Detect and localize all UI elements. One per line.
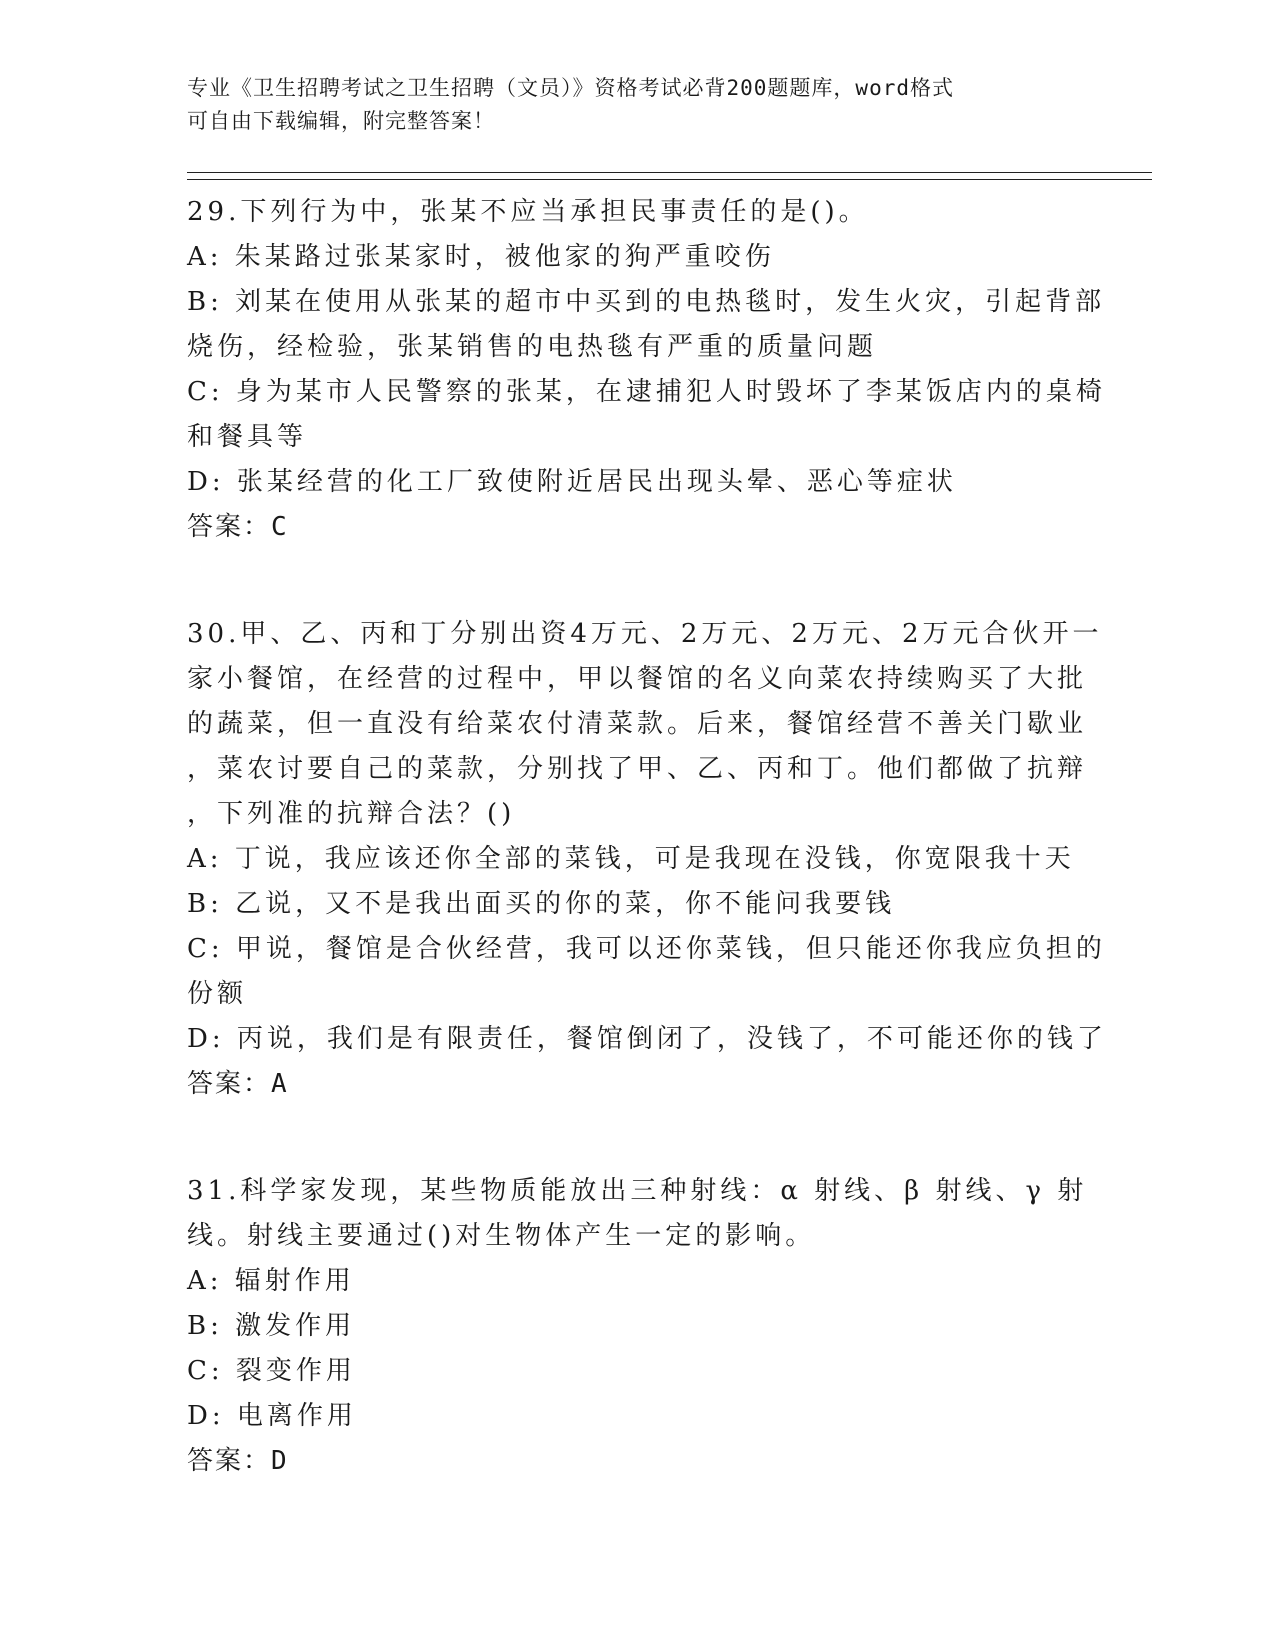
option-a: A: 丁说，我应该还你全部的菜钱，可是我现在没钱，你宽限我十天 (187, 844, 1075, 874)
document-header (187, 72, 1067, 138)
question-29 (187, 190, 1106, 550)
answer-label: 答案：C (187, 512, 289, 542)
question-stem-line: ，下列准的抗辩合法？() (187, 799, 516, 829)
header-line-1: 专业《卫生招聘考试之卫生招聘（文员）》资格考试必背200题题库，word格式 (187, 76, 954, 100)
question-spacer (187, 1107, 1087, 1169)
header-divider-top (187, 172, 1152, 173)
question-stem-line: 线。射线主要通过()对生物体产生一定的影响。 (187, 1221, 816, 1251)
option-d: D: 张某经营的化工厂致使附近居民出现头晕、恶心等症状 (187, 467, 957, 497)
option-c: C: 裂变作用 (187, 1356, 356, 1386)
option-c-line-1: C: 身为某市人民警察的张某，在逮捕犯人时毁坏了李某饭店内的桌椅 (187, 377, 1106, 407)
option-d: D: 丙说，我们是有限责任，餐馆倒闭了，没钱了，不可能还你的钱了 (187, 1024, 1107, 1054)
option-b: B: 乙说，又不是我出面买的你的菜，你不能问我要钱 (187, 889, 896, 919)
header-line-2: 可自由下载编辑，附完整答案！ (187, 109, 495, 133)
option-b: B: 激发作用 (187, 1311, 356, 1341)
option-b-line-2: 烧伤，经检验，张某销售的电热毯有严重的质量问题 (187, 332, 878, 362)
option-a: A: 朱某路过张某家时，被他家的狗严重咬伤 (187, 242, 775, 272)
question-stem-line: 29.下列行为中，张某不应当承担民事责任的是()。 (187, 197, 869, 227)
option-c-line-2: 和餐具等 (187, 422, 308, 452)
option-d: D: 电离作用 (187, 1401, 357, 1431)
option-a: A: 辐射作用 (187, 1266, 355, 1296)
answer-label: 答案：D (187, 1446, 289, 1476)
question-30 (187, 612, 1107, 1107)
question-stem-line: 家小餐馆，在经营的过程中，甲以餐馆的名义向菜农持续购买了大批 (187, 664, 1088, 694)
question-31 (187, 1169, 1087, 1484)
question-stem-line: 30.甲、乙、丙和丁分别出资4万元、2万元、2万元、2万元合伙开一 (187, 619, 1103, 649)
question-stem-line: ，菜农讨要自己的菜款，分别找了甲、乙、丙和丁。他们都做了抗辩 (187, 754, 1088, 784)
question-list (187, 190, 1107, 1484)
question-spacer (187, 550, 1087, 612)
question-stem-line: 31.科学家发现，某些物质能放出三种射线：α 射线、β 射线、γ 射 (187, 1176, 1088, 1206)
header-divider-bottom (187, 179, 1152, 180)
option-b-line-1: B: 刘某在使用从张某的超市中买到的电热毯时，发生火灾，引起背部 (187, 287, 1106, 317)
question-stem-line: 的蔬菜，但一直没有给菜农付清菜款。后来，餐馆经营不善关门歇业 (187, 709, 1088, 739)
option-c-line-1: C: 甲说，餐馆是合伙经营，我可以还你菜钱，但只能还你我应负担的 (187, 934, 1106, 964)
answer-label: 答案：A (187, 1069, 289, 1099)
option-c-line-2: 份额 (187, 979, 248, 1009)
